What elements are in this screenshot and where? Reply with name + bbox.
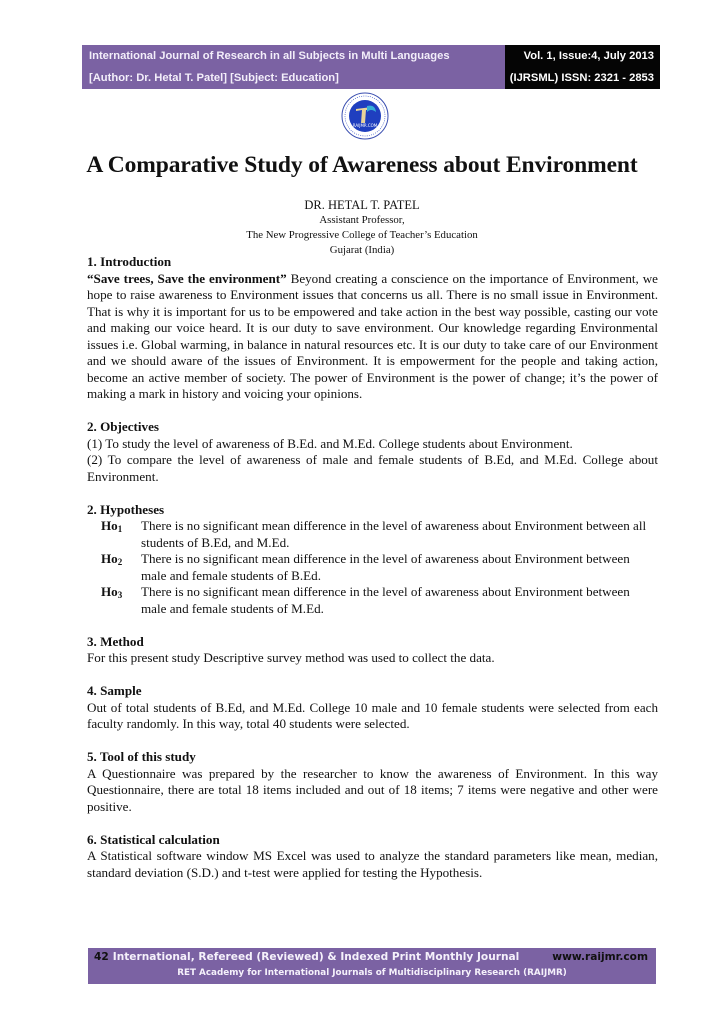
footer-line-1 (94, 951, 519, 963)
section-heading: 6. Statistical calculation (87, 831, 220, 847)
hypothesis-label: $Ho_2$ (101, 551, 123, 567)
section-method (87, 634, 658, 667)
objective-item: (2) To compare the level of awareness of male and female students of B.Ed, and M.Ed. College about Environment. (87, 452, 658, 484)
hypothesis-item (101, 551, 658, 584)
journal-header-right (505, 45, 660, 89)
tool-text: A Questionnaire was prepared by the researcher to know the awareness of Environment. In this way Questionnaire, there are total 18 items included and out of 18 items; 7 items were negative and other were positive. (87, 765, 658, 814)
footer-url-link[interactable]: www.raijmr.com (552, 951, 648, 963)
section-heading: 1. Introduction (87, 254, 172, 269)
section-sample (87, 683, 658, 733)
statistics-text: A Statistical software window MS Excel was used to analyze the standard parameters like mean, median, standard deviation (S.D.) and t-test were applied for testing the Hypothesis. (87, 848, 658, 880)
hypothesis-text: There is no significant mean difference in the level of awareness about Environment between male and female students of B.Ed. (141, 551, 630, 583)
paper-title: A Comparative Study of Awareness about Environment (86, 152, 638, 178)
author-name: DR. HETAL T. PATEL (304, 198, 420, 212)
section-statistics (87, 832, 658, 882)
hypothesis-label: $Ho_3$ (101, 584, 123, 600)
svg-text:RAIJMR.COM: RAIJMR.COM (352, 123, 378, 128)
section-heading: 4. Sample (87, 683, 142, 698)
journal-header-left (82, 45, 505, 89)
objective-item: (1) To study the level of awareness of B.Ed. and M.Ed. College students about Environment. (87, 435, 573, 451)
author-subject: [Author: Dr. Hetal T. Patel] [Subject: Education] (89, 72, 339, 84)
hypothesis-item (101, 584, 658, 617)
section-heading: 2. Objectives (87, 419, 159, 434)
volume-issue: Vol. 1, Issue:4, July 2013 (523, 50, 654, 62)
hypothesis-text: There is no significant mean difference in the level of awareness about Environment between all students of B.Ed, and M.Ed. (141, 518, 647, 550)
hypothesis-text: There is no significant mean difference in the level of awareness about Environment between male and female students of M.Ed. (141, 584, 630, 616)
footer-journal-type: International, Refereed (Reviewed) & Indexed Print Monthly Journal (112, 951, 520, 963)
footer-publisher: RET Academy for International Journals of Multidisciplinary Research (RAIJMR) (177, 968, 567, 978)
author-position: Assistant Professor, (319, 214, 405, 226)
author-institution: The New Progressive College of Teacher’s Education (246, 229, 478, 241)
hypothesis-label: $Ho_1$ (101, 518, 123, 534)
section-heading: 3. Method (87, 633, 144, 649)
section-tool (87, 749, 658, 815)
sample-text: Out of total students of B.Ed, and M.Ed. College 10 male and 10 female students were selected from each faculty randomly. In this way, total 40 students were selected. (87, 699, 658, 731)
journal-name: International Journal of Research in all Subjects in Multi Languages (89, 50, 450, 62)
introduction-lead-quote: “Save trees, Save the environment” (87, 270, 287, 286)
raijmr-seal-logo-icon (341, 92, 389, 140)
paper-body (87, 254, 658, 898)
introduction-text: Beyond creating a conscience on the importance of Environment, we hope to raise awareness to Environment issues that concerns us all. There is no small issue in Environment. That is why it is important for us to be empowered and take action in the best way possible, casting our vote and making our voice heard. It is our duty to save environment. Our knowledge regarding Environmental issues i.e. Global warming, in balance in natural resources etc. It is our duty to take care of our Environment and we should aware of the issues of Environment. It is empowerment for the people and taking action, become an active member of society. The power of Environment is the power of change; it’s the power of making a mark in history and voicing your opinions. (87, 270, 658, 401)
issn: (IJRSML) ISSN: 2321 - 2853 (509, 72, 654, 84)
author-location: Gujarat (India) (329, 244, 395, 256)
section-heading: 2. Hypotheses (87, 501, 165, 517)
section-introduction (87, 254, 658, 403)
section-objectives (87, 419, 658, 485)
section-hypotheses (87, 502, 658, 618)
journal-header (82, 45, 660, 89)
section-heading: 5. Tool of this study (87, 749, 196, 764)
method-text: For this present study Descriptive survey method was used to collect the data. (87, 650, 495, 665)
hypothesis-item (101, 518, 658, 551)
introduction-paragraph (87, 271, 658, 403)
journal-footer (88, 948, 656, 984)
page-number: 42 (94, 951, 109, 963)
